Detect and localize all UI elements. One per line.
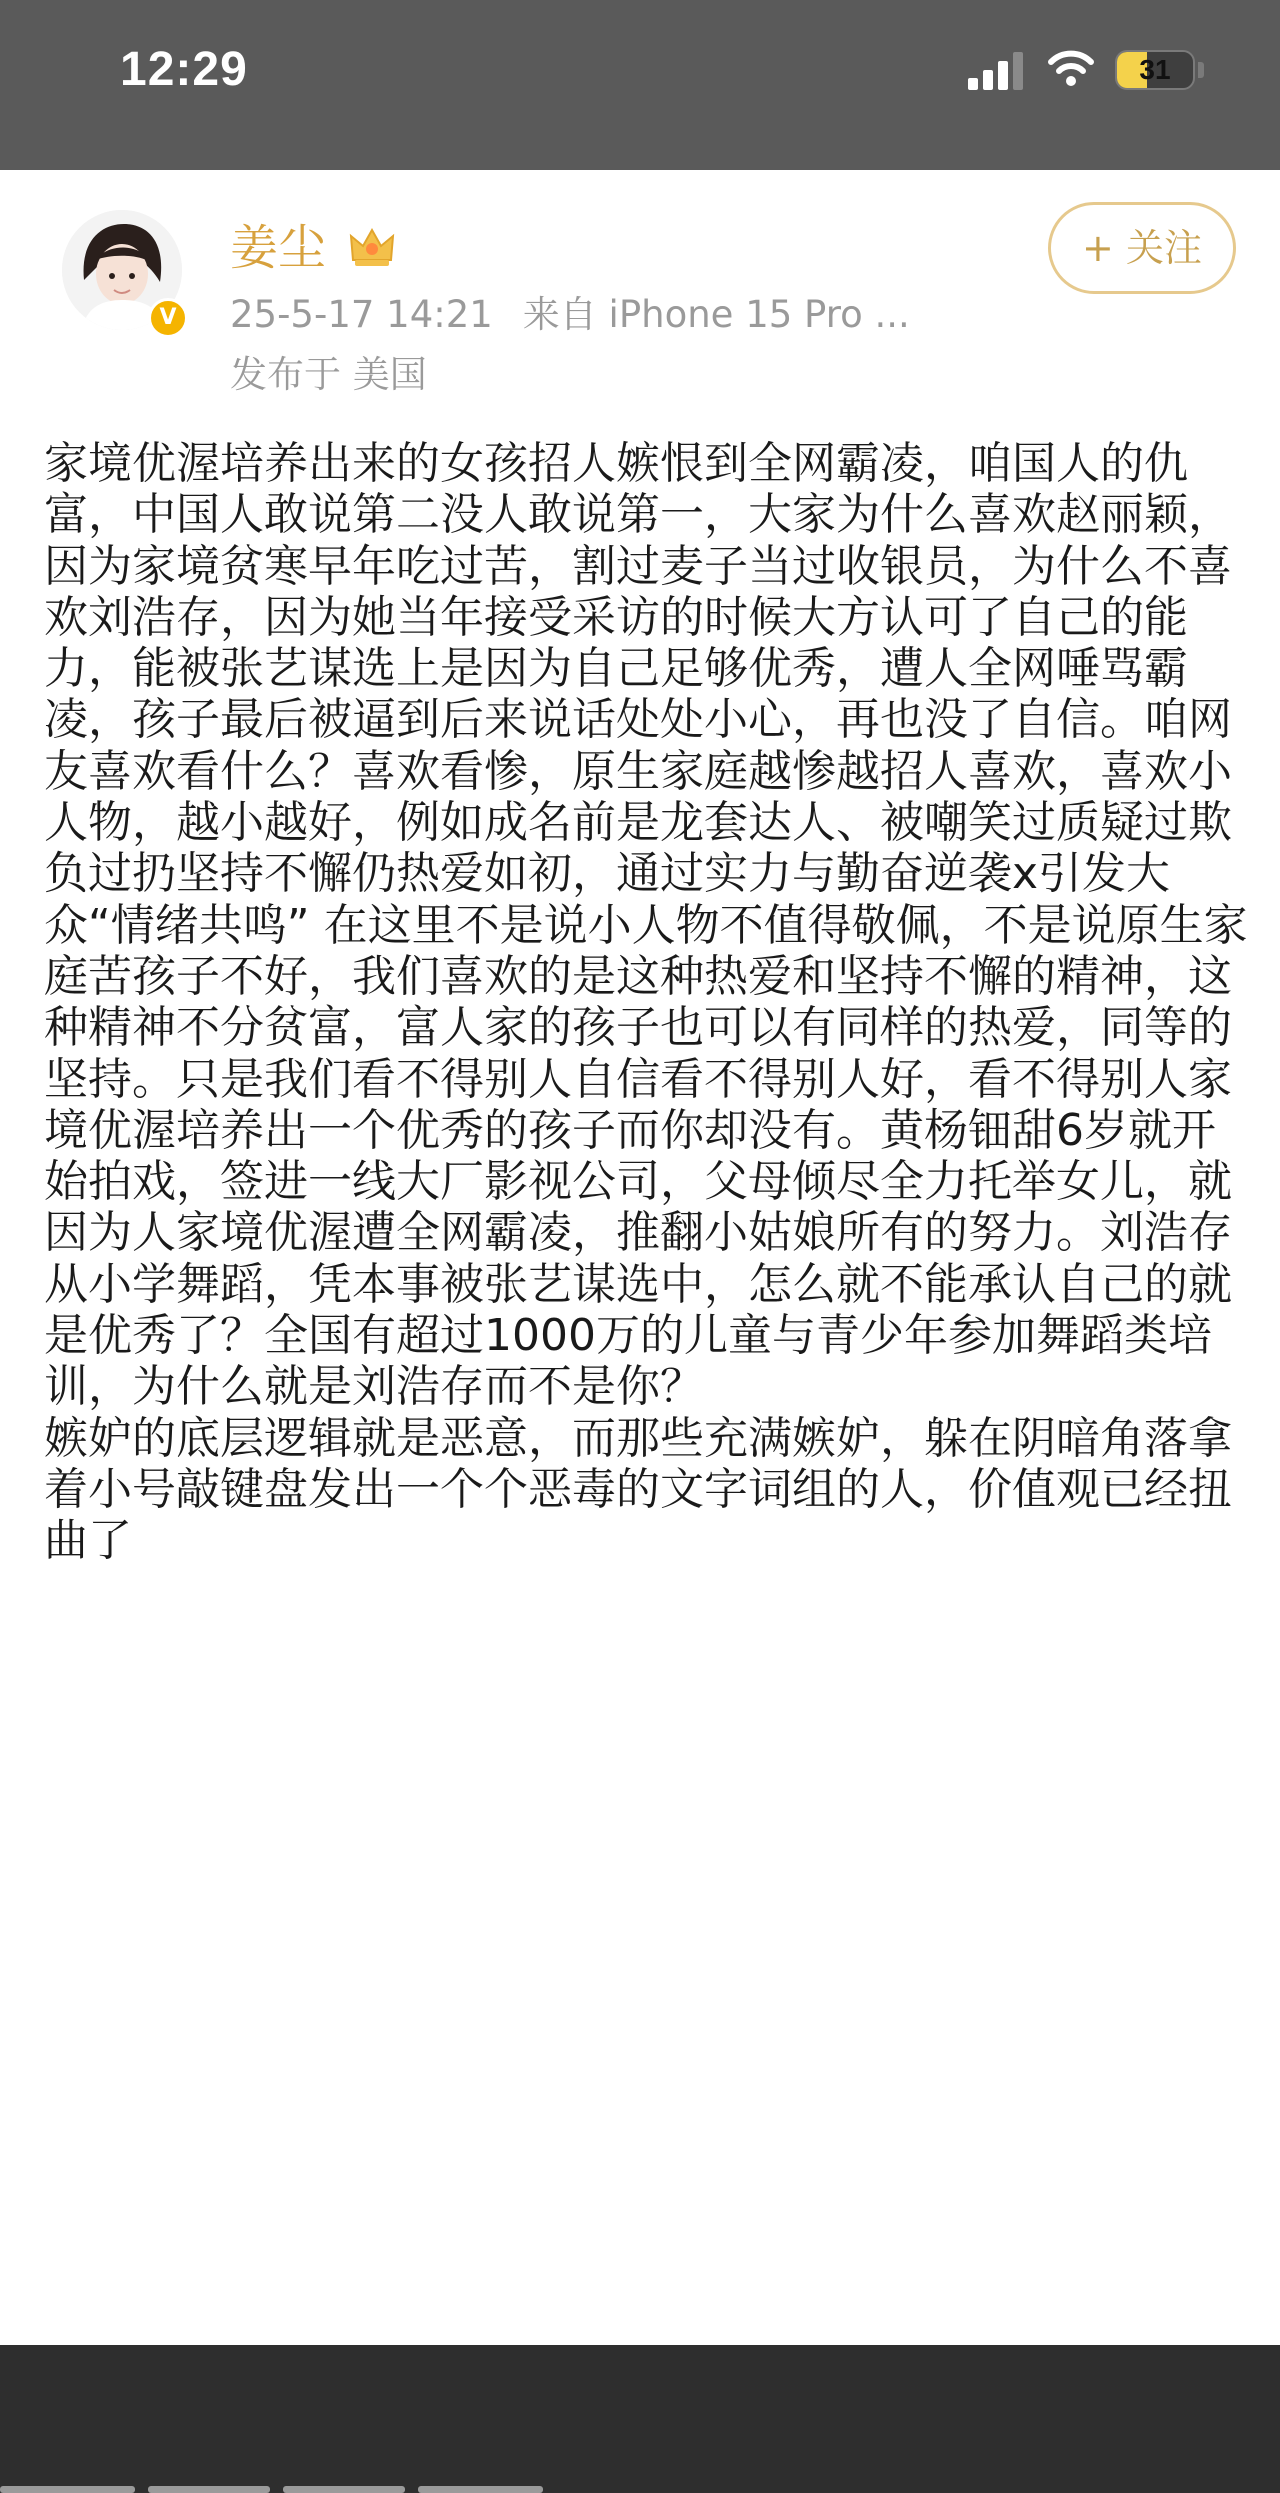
page-indicator-segment	[283, 2486, 405, 2493]
page-indicator-segment	[148, 2486, 270, 2493]
page-indicator-segment	[418, 2486, 543, 2493]
bottom-bar	[0, 2345, 1280, 2493]
signal-icon	[968, 50, 1024, 90]
follow-button[interactable]: + 关注	[1048, 202, 1236, 294]
post-timestamp: 25-5-17 14:21	[230, 293, 493, 336]
post-meta	[230, 290, 910, 340]
username[interactable]: 姜尘	[230, 220, 327, 276]
crown-icon	[345, 220, 399, 274]
status-time: 12:29	[120, 43, 248, 96]
status-bar	[0, 0, 1280, 170]
post-body	[44, 438, 1254, 1567]
page-indicator-segment	[0, 2486, 135, 2493]
battery-cap	[1198, 62, 1204, 78]
battery-level: 31	[1139, 54, 1171, 85]
avatar[interactable]	[62, 210, 182, 330]
post-location: 发布于 美国	[230, 353, 427, 396]
post-source: 来自 iPhone 15 Pro ...	[522, 293, 910, 336]
battery-icon	[1115, 50, 1195, 90]
post-paragraph: 家境优渥培养出来的女孩招人嫉恨到全网霸凌，咱国人的仇富，中国人敢说第二没人敢说第一，大家为什么喜欢赵丽颖，因为家境贫寒早年吃过苦，割过麦子当过收银员，为什么不喜欢刘浩存，因为她当年接受采访的时候大方认可了自己的能力，能被张艺谋选上是因为自己足够优秀，遭人全网唾骂霸凌，孩子最后被逼到后来说话处处小心，再也没了自信。咱网友喜欢看什么？喜欢看惨，原生家庭越惨越招人喜欢，喜欢小人物，越小越好，例如成名前是龙套达人、被嘲笑过质疑过欺负过扔坚持不懈仍热爱如初，通过实力与勤奋逆袭x引发大众“情绪共鸣” 在这里不是说小人物不值得敬佩，不是说原生家庭苦孩子不好，我们喜欢的是这种热爱和坚持不懈的精神，这种精神不分贫富，富人家的孩子也可以有同样的热爱，同等的坚持。只是我们看不得别人自信看不得别人好，看不得别人家境优渥培养出一个优秀的孩子而你却没有。黄杨钿甜6岁就开始拍戏，签进一线大厂影视公司，父母倾尽全力托举女儿，就因为人家境优渥遭全网霸凌，推翻小姑娘所有的努力。刘浩存从小学舞蹈，凭本事被张艺谋选中，怎么就不能承认自己的就是优秀了？全国有超过1000万的儿童与青少年参加舞蹈类培训，为什么就是刘浩存而不是你？	[44, 438, 1248, 1413]
wifi-icon	[1048, 48, 1094, 88]
post-card	[0, 170, 1280, 2345]
verified-icon: V	[148, 298, 188, 338]
post-paragraph: 嫉妒的底层逻辑就是恶意，而那些充满嫉妒，躲在阴暗角落拿着小号敲键盘发出一个个恶毒的文字词组的人，价值观已经扭曲了	[44, 1412, 1232, 1567]
